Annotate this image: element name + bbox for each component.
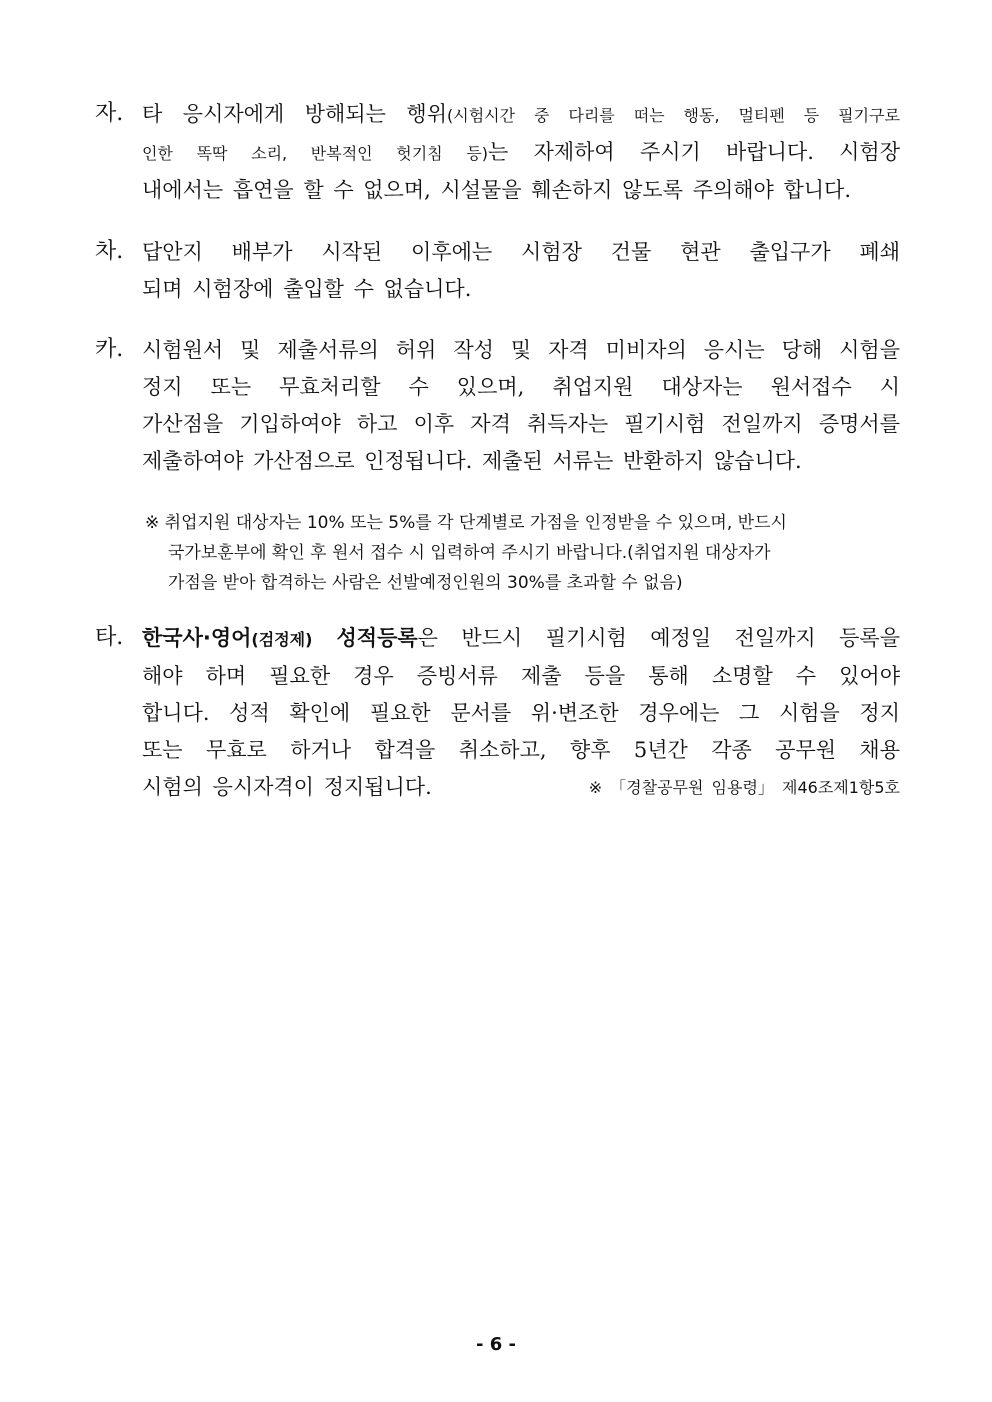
text-segment: 은 반드시 필기시험 예정일 전일까지 등록을: [417, 626, 900, 650]
item-body: [142, 620, 900, 806]
note-line: 국가보훈부에 확인 후 원서 접수 시 입력하여 주시기 바랍니다.(취업지원 대상자가: [168, 543, 771, 563]
small-text-segment: (시험시간 중 다리를 떠는 행동, 멀티펜 등 필기구로: [447, 106, 900, 125]
item-ta: [95, 620, 900, 806]
text-line: [142, 620, 900, 658]
text-line: 또는 무효로 하거나 합격을 취소하고, 향후 5년간 각종 공무원 채용: [142, 738, 900, 762]
text-line: 답안지 배부가 시작된 이후에는 시험장 건물 현관 출입구가 폐쇄: [142, 240, 900, 264]
page-number: - 6 -: [476, 1334, 516, 1355]
text-line: 되며 시험장에 출입할 수 없습니다.: [142, 277, 472, 301]
item-marker: 타.: [95, 625, 124, 650]
text-segment: 는 자제하여 주시기 바랍니다. 시험장: [488, 140, 900, 164]
text-line: 합니다. 성적 확인에 필요한 문서를 위·변조한 경우에는 그 시험을 정지: [142, 701, 900, 725]
bold-text-segment: 성적등록: [312, 626, 418, 650]
text-line: [142, 134, 900, 172]
bold-text-segment: 한국사·영어: [142, 626, 252, 650]
note-line: 가점을 받아 합격하는 사람은 선발예정인원의 30%를 초과할 수 없음): [168, 573, 683, 593]
item-marker: 차.: [95, 239, 124, 264]
text-line: [142, 96, 900, 134]
item-marker: 자.: [95, 101, 124, 126]
item-body: [142, 96, 900, 209]
text-line: 시험원서 및 제출서류의 허위 작성 및 자격 미비자의 응시는 당해 시험을: [142, 338, 900, 362]
text-line: 가산점을 기입하여야 하고 이후 자격 취득자는 필기시험 전일까지 증명서를: [142, 412, 900, 436]
text-line: 정지 또는 무효처리할 수 있으며, 취업지원 대상자는 원서접수 시: [142, 375, 900, 399]
text-line: 내에서는 흡연을 할 수 없으며, 시설물을 훼손하지 않도록 주의해야 합니다.: [142, 178, 852, 202]
item-marker: 카.: [95, 337, 124, 362]
text-line: 제출하여야 가산점으로 인정됩니다. 제출된 서류는 반환하지 않습니다.: [142, 449, 802, 473]
legal-reference: ※ 「경찰공무원 임용령」 제46조제1항5호: [588, 778, 900, 797]
text-segment: 타 응시자에게 방해되는 행위: [142, 102, 447, 126]
item-ka: [95, 332, 900, 480]
text-line: [142, 769, 900, 806]
note-block: [145, 508, 900, 598]
item-body: [142, 234, 900, 308]
text-line: 해야 하며 필요한 경우 증빙서류 제출 등을 통해 소명할 수 있어야: [142, 664, 900, 688]
small-text-segment: 인한 똑딱 소리, 반복적인 헛기침 등): [142, 144, 489, 163]
item-body: [142, 332, 900, 480]
text-segment: 시험의 응시자격이 정지됩니다.: [142, 775, 432, 799]
note-line: ※ 취업지원 대상자는 10% 또는 5%를 각 단계별로 가점을 인정받을 수 있으며, 반드시: [145, 513, 787, 533]
item-ja: [95, 96, 900, 209]
bold-small-text-segment: (검정제): [251, 630, 313, 649]
item-cha: [95, 234, 900, 308]
